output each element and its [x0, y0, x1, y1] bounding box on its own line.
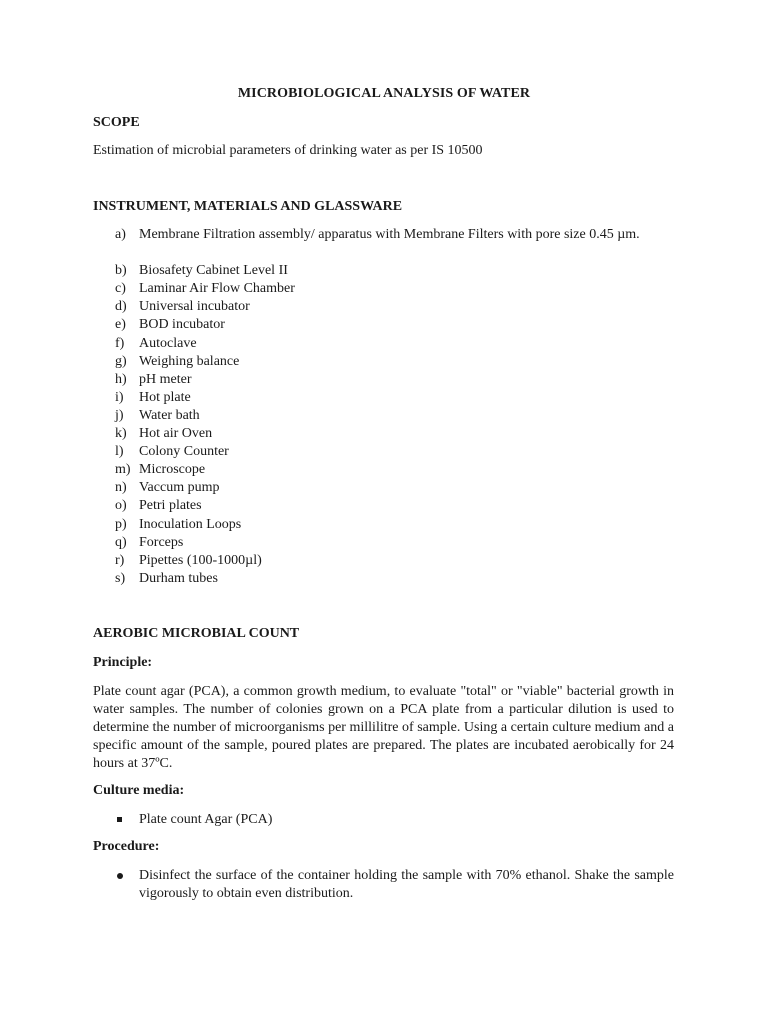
list-item-text: Colony Counter: [139, 444, 229, 460]
instrument-list-item: [0, 226, 768, 262]
disc-bullet-icon: [117, 873, 123, 879]
list-item-text: Hot air Oven: [139, 426, 213, 442]
scope-text: Estimation of microbial parameters of drinking water as per IS 10500: [93, 143, 483, 158]
principle-text: Plate count agar (PCA), a common growth medium, to evaluate "total" or "viable" bacterial growth in water samples. The number of colonies grown on a PCA plate from a particular dilution is used to determine the number of microorganisms per millilitre of sample. Using a certain culture medium and a specific amount of the sample, poured plates are prepared. The plates are incubated aerobically for 24 hours at 37ºC.: [93, 684, 674, 771]
square-bullet-icon: [117, 817, 122, 822]
list-item-text: Membrane Filtration assembly/ apparatus with Membrane Filters with pore size 0.45 µm.: [139, 227, 640, 242]
aerobic-heading: AEROBIC MICROBIAL COUNT: [93, 626, 300, 641]
list-item-text: pH meter: [139, 371, 192, 387]
list-marker: s): [115, 570, 126, 586]
instrument-list-item: [0, 298, 768, 316]
list-item-text: Biosafety Cabinet Level II: [139, 263, 288, 279]
list-item-text: Microscope: [139, 462, 206, 478]
principle-label: Principle:: [93, 655, 153, 670]
instrument-list-item: [0, 335, 768, 353]
instruments-heading: INSTRUMENT, MATERIALS AND GLASSWARE: [93, 199, 403, 214]
list-marker: p): [115, 516, 127, 532]
instrument-list-item: [0, 570, 768, 588]
list-marker: m): [115, 462, 131, 478]
instrument-list-item: [0, 353, 768, 371]
instrument-list-item: [0, 461, 768, 479]
culture-media-label: Culture media:: [93, 783, 185, 798]
procedure-text: Disinfect the surface of the container holding the sample with 70% ethanol. Shake the sample vigorously to obtain even distribution.: [139, 868, 674, 901]
list-item-text: Laminar Air Flow Chamber: [139, 281, 295, 297]
list-item-text: Durham tubes: [139, 570, 218, 586]
list-marker: n): [115, 480, 127, 496]
instrument-list-item: [0, 425, 768, 443]
list-marker: g): [115, 353, 127, 369]
list-item-text: Petri plates: [139, 498, 202, 514]
instrument-list-item: [0, 497, 768, 515]
list-item-text: Water bath: [139, 407, 200, 423]
list-marker: i): [115, 389, 124, 405]
list-item-text: Autoclave: [139, 335, 197, 351]
instrument-list-item: [0, 552, 768, 570]
list-marker: l): [115, 444, 124, 460]
list-item-text: Hot plate: [139, 389, 191, 405]
list-item-text: Universal incubator: [139, 299, 250, 315]
list-marker: k): [115, 426, 127, 442]
list-marker: f): [115, 335, 125, 351]
instrument-list-item: [0, 407, 768, 425]
list-marker: d): [115, 299, 127, 315]
instrument-list-item: [0, 389, 768, 407]
list-item-text: BOD incubator: [139, 317, 225, 333]
list-marker: j): [115, 407, 124, 423]
document-title: MICROBIOLOGICAL ANALYSIS OF WATER: [237, 86, 531, 101]
list-marker: e): [115, 317, 126, 333]
list-item-text: Forceps: [139, 534, 184, 550]
culture-media-text: Plate count Agar (PCA): [139, 812, 273, 827]
list-marker: r): [115, 552, 125, 568]
list-item-text: Vaccum pump: [139, 480, 220, 496]
list-marker: a): [115, 227, 126, 242]
list-item-text: Weighing balance: [139, 353, 240, 369]
list-marker: q): [115, 534, 127, 550]
instrument-list-item: [0, 479, 768, 497]
list-marker: h): [115, 371, 127, 387]
instrument-list: [0, 226, 768, 588]
list-marker: o): [115, 498, 127, 514]
instrument-list-item: [0, 262, 768, 280]
procedure-label: Procedure:: [93, 839, 160, 854]
list-item-text: Inoculation Loops: [139, 516, 242, 532]
list-item-text: Pipettes (100-1000µl): [139, 552, 262, 568]
list-marker: c): [115, 281, 126, 297]
scope-heading: SCOPE: [93, 115, 140, 130]
instrument-list-item: [0, 316, 768, 334]
instrument-list-item: [0, 280, 768, 298]
list-marker: b): [115, 263, 127, 279]
instrument-list-item: [0, 443, 768, 461]
instrument-list-item: [0, 534, 768, 552]
instrument-list-item: [0, 371, 768, 389]
instrument-list-item: [0, 516, 768, 534]
